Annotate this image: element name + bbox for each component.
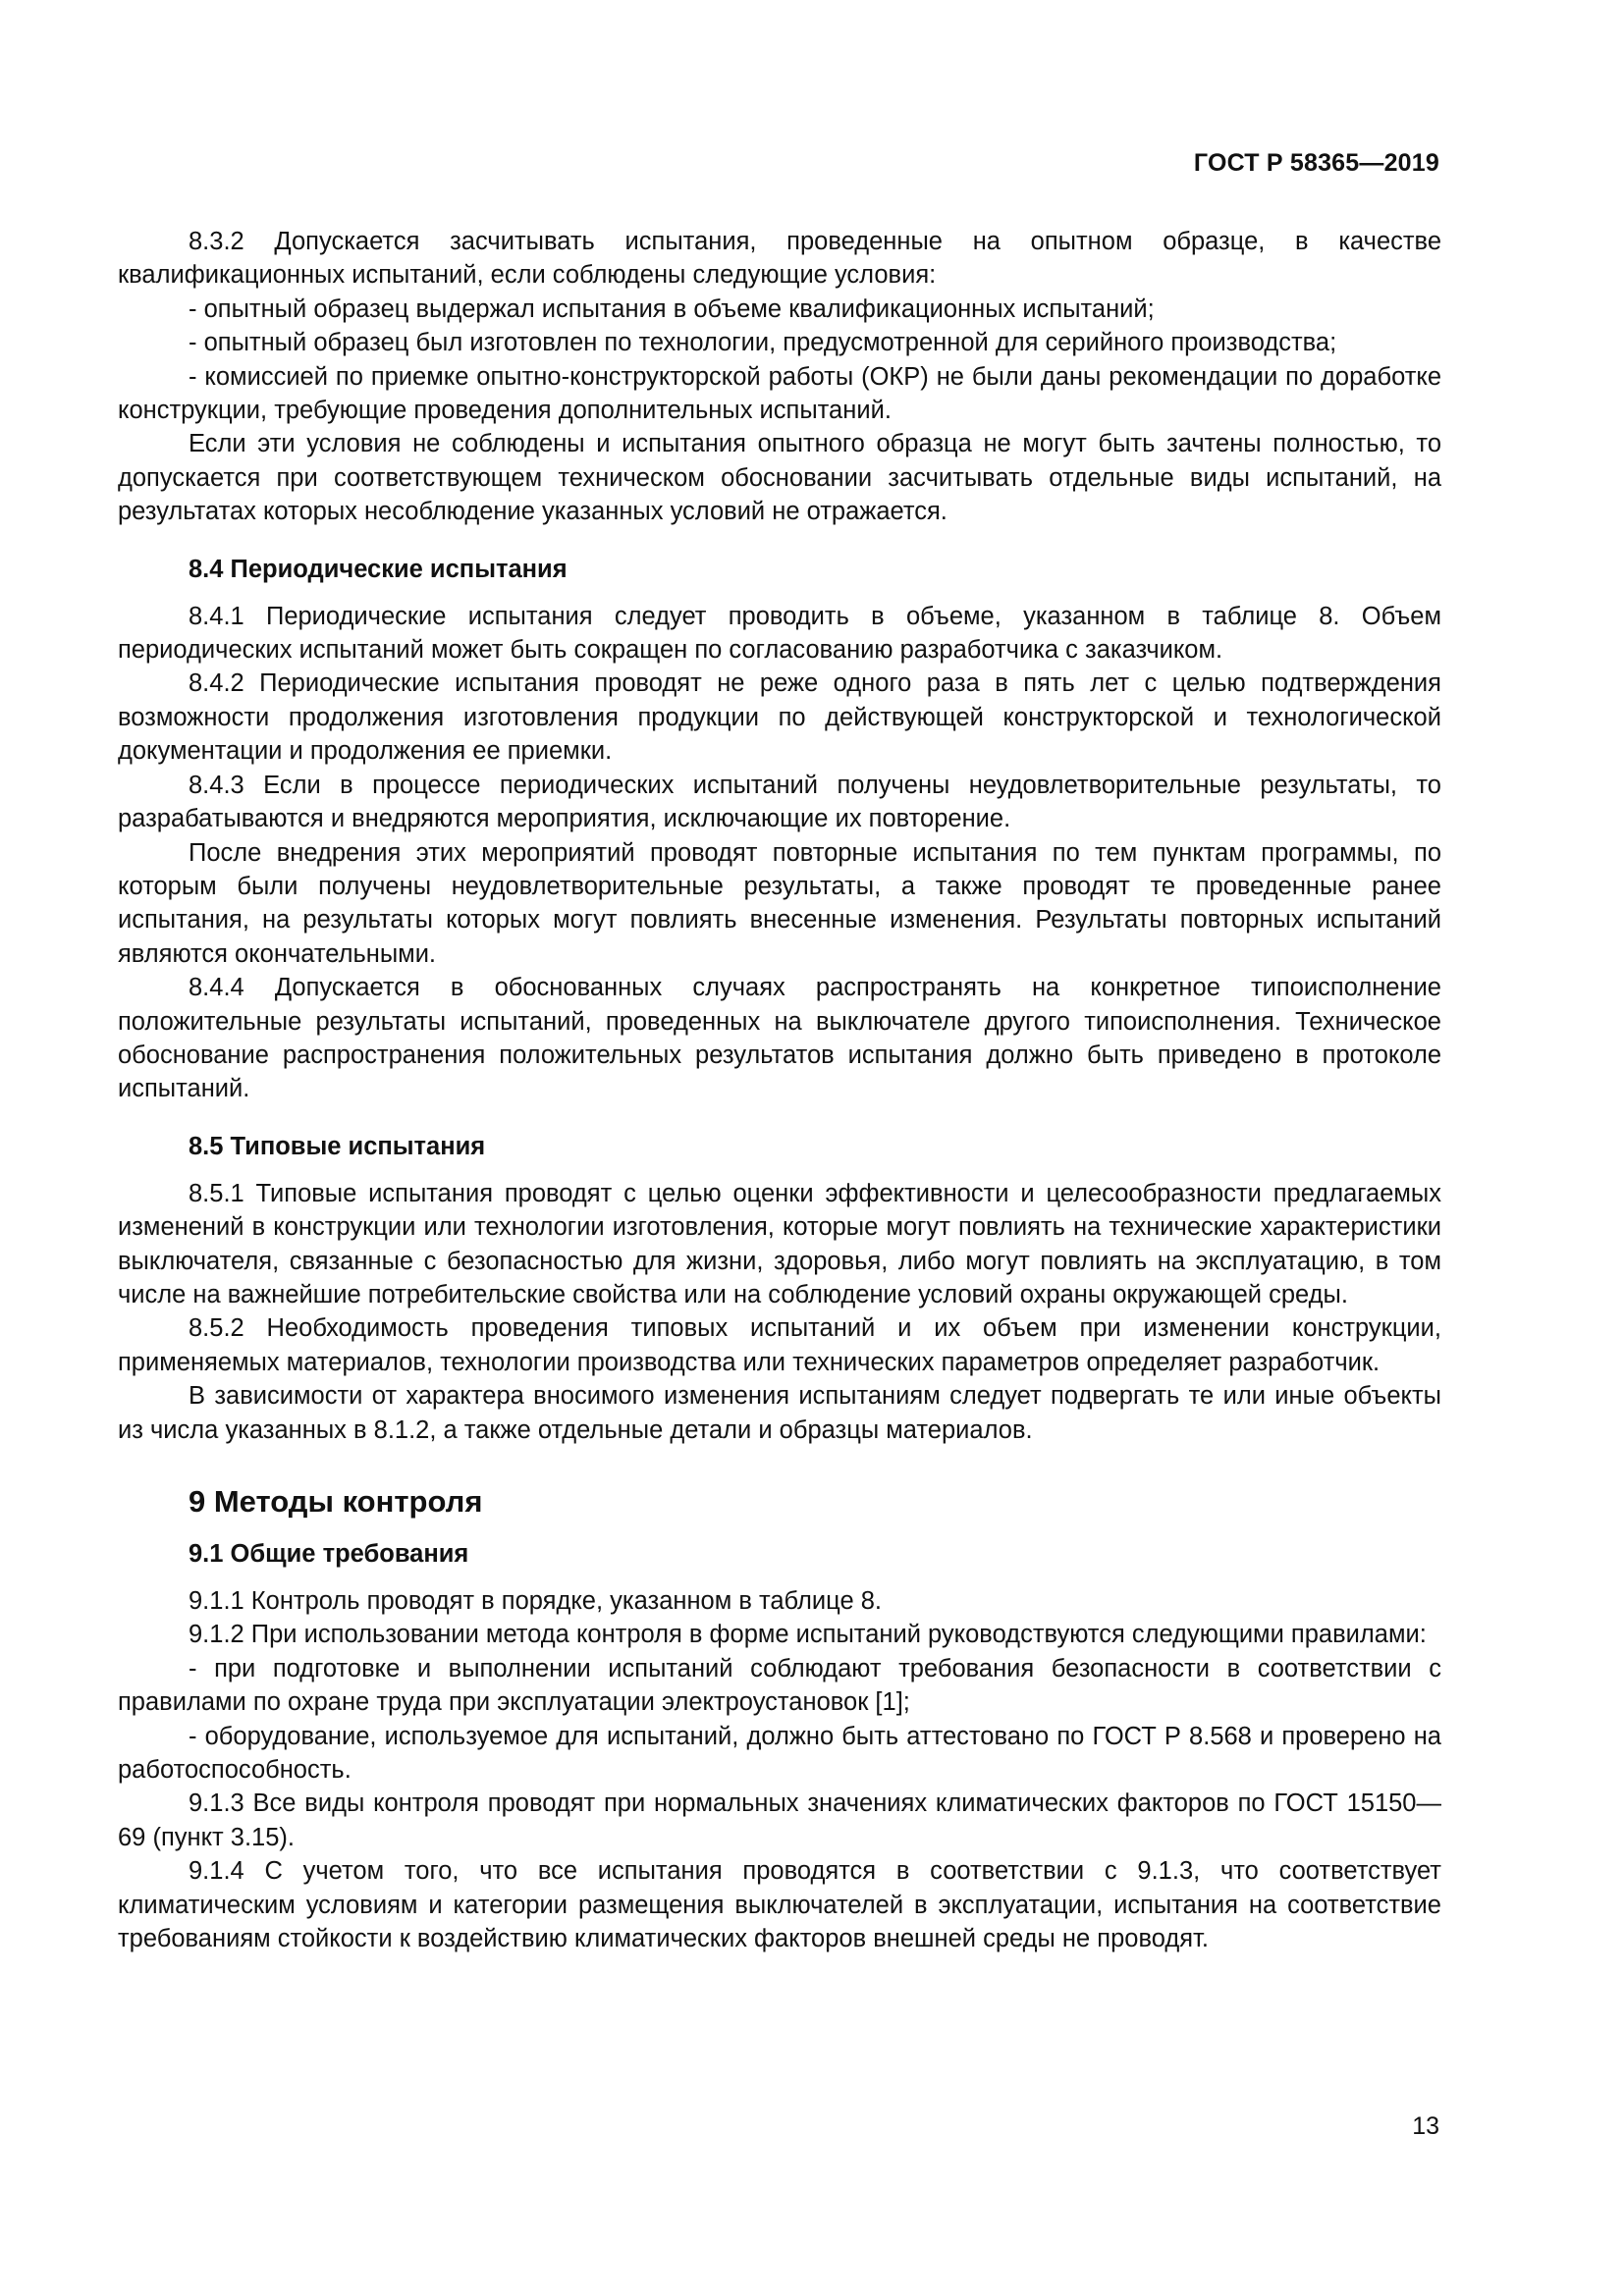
paragraph-9-1-3: 9.1.3 Все виды контроля проводят при нормальных значениях климатических факторов по ГОСТ 15150—69 (пункт 3.15). xyxy=(118,1789,1441,1851)
paragraph-8-4-1: 8.4.1 Периодические испытания следует проводить в объеме, указанном в таблице 8. Объем периодических испытаний может быть сокращен по согласованию разработчика с заказчиком. xyxy=(118,602,1441,665)
list-item: - опытный образец был изготовлен по технологии, предусмотренной для серийного производства; xyxy=(189,329,1337,357)
list-item: - оборудование, используемое для испытаний, должно быть аттестовано по ГОСТ Р 8.568 и проверено на работоспособность. xyxy=(118,1722,1441,1785)
document-body xyxy=(118,225,1441,1955)
list-item: - опытный образец выдержал испытания в объеме квалификационных испытаний; xyxy=(189,294,1155,323)
page-number: 13 xyxy=(1412,2112,1439,2140)
list-item: - при подготовке и выполнении испытаний соблюдают требования безопасности в соответствии с правилами по охране труда при эксплуатации электроустановок [1]; xyxy=(118,1654,1441,1717)
paragraph-9-1-4: 9.1.4 С учетом того, что все испытания проводятся в соответствии с 9.1.3, что соответствует климатическим условиям и категории размещения выключателей в эксплуатации, испытания на соответствие требованиям стойкости к воздействию климатических факторов внешней среды не проводят. xyxy=(118,1857,1441,1953)
paragraph-9-1-1: 9.1.1 Контроль проводят в порядке, указанном в таблице 8. xyxy=(189,1587,882,1615)
heading-9-1: 9.1 Общие требования xyxy=(189,1540,469,1568)
document-header: ГОСТ Р 58365—2019 xyxy=(1193,149,1439,177)
paragraph-8-5-1: 8.5.1 Типовые испытания проводят с целью оценки эффективности и целесообразности предлагаемых изменений в конструкции или технологии изготовления, которые могут повлиять на технические характеристики выключателя, связанные с безопасностью для жизни, здоровья, либо могут повлиять на эксплуатацию, в том числе на важнейшие потребительские свойства или на соблюдение условий охраны окружающей среды. xyxy=(118,1179,1441,1308)
paragraph-8-4-4: 8.4.4 Допускается в обоснованных случаях распространять на конкретное типоисполнение положительные результаты испытаний, проведенных на выключателе другого типоисполнения. Техническое обоснование распространения положительных результатов испытания должно быть приведено в протоколе испытаний. xyxy=(118,974,1441,1103)
heading-8-4: 8.4 Периодические испытания xyxy=(189,555,568,583)
paragraph-repeat-tests: После внедрения этих мероприятий проводят повторные испытания по тем пунктам программы, по которым были получены неудовлетворительные результаты, а также проводят те проведенные ранее испытания, на результаты которых могут повлиять внесенные изменения. Результаты повторных испытаний являются окончательными. xyxy=(118,838,1441,968)
paragraph-conditions: Если эти условия не соблюдены и испытания опытного образца не могут быть зачтены полностью, то допускается при соответствующем техническом обосновании засчитывать отдельные виды испытаний, на результатах которых несоблюдение указанных условий не отражается. xyxy=(118,430,1441,526)
heading-9: 9 Методы контроля xyxy=(189,1484,483,1519)
paragraph-9-1-2: 9.1.2 При использовании метода контроля в форме испытаний руководствуются следующими правилами: xyxy=(189,1621,1427,1649)
paragraph-8-4-2: 8.4.2 Периодические испытания проводят не реже одного раза в пять лет с целью подтверждения возможности продолжения изготовления продукции по действующей конструкторской и технологической документации и продолжения ее приемки. xyxy=(118,669,1441,766)
paragraph-8-4-3: 8.4.3 Если в процессе периодических испытаний получены неудовлетворительные результаты, то разрабатываются и внедряются мероприятия, исключающие их повторение. xyxy=(118,771,1441,833)
paragraph-dependence: В зависимости от характера вносимого изменения испытаниям следует подвергать те или иные объекты из числа указанных в 8.1.2, а также отдельные детали и образцы материалов. xyxy=(118,1382,1441,1444)
paragraph-8-5-2: 8.5.2 Необходимость проведения типовых испытаний и их объем при изменении конструкции, применяемых материалов, технологии производства или технических параметров определяет разработчик. xyxy=(118,1314,1441,1376)
heading-8-5: 8.5 Типовые испытания xyxy=(189,1132,486,1160)
list-item: - комиссией по приемке опытно-конструкторской работы (ОКР) не были даны рекомендации по доработке конструкции, требующие проведения дополнительных испытаний. xyxy=(118,362,1441,425)
paragraph-8-3-2: 8.3.2 Допускается засчитывать испытания, проведенные на опытном образце, в качестве квалификационных испытаний, если соблюдены следующие условия: xyxy=(118,228,1441,290)
